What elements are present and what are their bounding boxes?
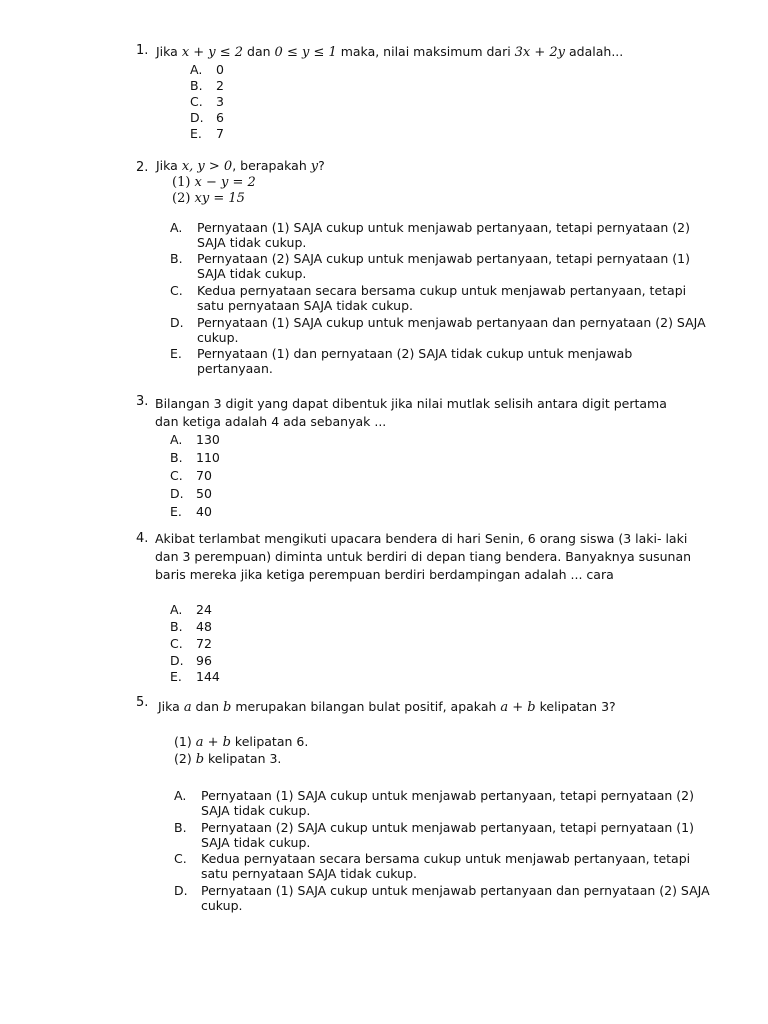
q5-option-d[interactable] (174, 883, 714, 913)
option-text: Pernyataan (1) SAJA cukup untuk menjawab pertanyaan dan pernyataan (2) SAJA cukup. (201, 883, 710, 913)
q1-option-c[interactable] (190, 94, 224, 109)
statement-text: kelipatan 3. (204, 751, 282, 766)
option-letter: A. (174, 788, 187, 803)
option-text: 0 (216, 62, 224, 77)
option-text: Pernyataan (2) SAJA cukup untuk menjawab pertanyaan, tetapi pernyataan (1) SAJA tidak cukup. (197, 251, 690, 281)
question-5-text (158, 699, 616, 715)
option-letter: E. (170, 504, 182, 519)
q5-text-part: merupakan bilangan bulat positif, apakah (231, 699, 501, 714)
q4-option-c[interactable] (170, 636, 212, 651)
q4-option-b[interactable] (170, 619, 212, 634)
q2-option-c[interactable] (170, 283, 710, 313)
option-text: 130 (196, 432, 220, 447)
option-letter: C. (170, 468, 183, 483)
option-text: 3 (216, 94, 224, 109)
q2-text-part: Jika (156, 158, 182, 173)
option-text: Kedua pernyataan secara bersama cukup untuk menjawab pertanyaan, tetapi satu pernyataan SAJA tidak cukup. (197, 283, 687, 313)
option-letter: B. (170, 619, 183, 634)
option-letter: B. (190, 78, 203, 93)
q5-math-expr: b (223, 700, 232, 715)
q3-option-d[interactable] (170, 486, 212, 501)
question-3-line-2: dan ketiga adalah 4 ada sebanyak ... (155, 414, 387, 429)
question-4-line-3: baris mereka jika ketiga perempuan berdiri berdampingan adalah ... cara (155, 567, 614, 582)
q2-option-a[interactable] (170, 220, 710, 250)
statement-expr: xy = 15 (194, 191, 245, 206)
q2-math-expr: y (310, 159, 319, 174)
option-text: Pernyataan (1) dan pernyataan (2) SAJA tidak cukup untuk menjawab pertanyaan. (197, 346, 633, 376)
option-letter: D. (170, 315, 184, 330)
question-4-number: 4. (136, 531, 149, 546)
q2-option-b[interactable] (170, 251, 710, 281)
option-letter: C. (170, 636, 183, 651)
option-letter: E. (170, 346, 182, 361)
q2-statement-2 (172, 190, 245, 206)
option-letter: C. (174, 851, 187, 866)
statement-expr: a + b (195, 735, 231, 750)
option-text: 7 (216, 126, 224, 141)
question-4-line-1: Akibat terlambat mengikuti upacara bendera di hari Senin, 6 orang siswa (3 laki- laki (155, 531, 688, 546)
q1-option-b[interactable] (190, 78, 224, 93)
q5-option-a[interactable] (174, 788, 714, 818)
question-3-number: 3. (136, 394, 149, 409)
q2-option-e[interactable] (170, 346, 710, 376)
option-letter: C. (190, 94, 203, 109)
option-text: 70 (196, 468, 212, 483)
q3-option-c[interactable] (170, 468, 212, 483)
statement-label: (2) (174, 751, 196, 766)
statement-expr: x − y = 2 (194, 175, 256, 190)
q1-math-expr: 3x + 2y (514, 45, 566, 60)
option-letter: A. (190, 62, 203, 77)
q1-option-d[interactable] (190, 110, 224, 125)
q5-math-expr: a (183, 700, 192, 715)
q2-text-part: , berapakah (232, 158, 311, 173)
option-text: 96 (196, 653, 212, 668)
q3-option-e[interactable] (170, 504, 212, 519)
q2-statement-1 (172, 174, 256, 190)
question-5-number: 5. (136, 695, 149, 710)
option-letter: D. (170, 653, 184, 668)
statement-label: (1) (172, 175, 195, 190)
option-text: 6 (216, 110, 224, 125)
q5-text-part: kelipatan 3? (535, 699, 616, 714)
option-letter: B. (170, 251, 183, 266)
option-text: 110 (196, 450, 220, 465)
statement-text: kelipatan 6. (230, 734, 309, 749)
option-letter: D. (170, 486, 184, 501)
q4-option-d[interactable] (170, 653, 212, 668)
q4-option-e[interactable] (170, 669, 220, 684)
q2-math-expr: x, y > 0 (181, 159, 233, 174)
q3-option-a[interactable] (170, 432, 220, 447)
q1-math-expr: 0 ≤ y ≤ 1 (274, 45, 337, 60)
question-2-text (156, 158, 325, 174)
q5-option-c[interactable] (174, 851, 714, 881)
option-text: Pernyataan (1) SAJA cukup untuk menjawab pertanyaan dan pernyataan (2) SAJA cukup. (197, 315, 706, 345)
option-letter: A. (170, 602, 183, 617)
option-text: Pernyataan (1) SAJA cukup untuk menjawab pertanyaan, tetapi pernyataan (2) SAJA tidak cukup. (201, 788, 694, 818)
option-letter: E. (190, 126, 202, 141)
statement-expr: b (195, 752, 205, 767)
option-letter: B. (174, 820, 187, 835)
q5-text-part: Jika (158, 699, 184, 714)
q4-option-a[interactable] (170, 602, 212, 617)
q2-option-d[interactable] (170, 315, 710, 345)
option-text: 2 (216, 78, 224, 93)
statement-label: (2) (172, 191, 195, 206)
option-text: 72 (196, 636, 212, 651)
option-text: Kedua pernyataan secara bersama cukup untuk menjawab pertanyaan, tetapi satu pernyataan SAJA tidak cukup. (201, 851, 691, 881)
question-3-line-1: Bilangan 3 digit yang dapat dibentuk jika nilai mutlak selisih antara digit pertama (155, 396, 667, 411)
question-1-number: 1. (136, 43, 149, 58)
option-letter: E. (170, 669, 182, 684)
q5-statement-2 (174, 751, 281, 767)
q2-text-part: ? (318, 158, 325, 173)
question-4-line-2: dan 3 perempuan) diminta untuk berdiri di depan tiang bendera. Banyaknya susunan (155, 549, 692, 564)
option-letter: D. (174, 883, 188, 898)
option-text: 144 (196, 669, 220, 684)
q1-text-part: maka, nilai maksimum dari (336, 44, 515, 59)
q1-text-part: dan (243, 44, 275, 59)
option-text: 50 (196, 486, 212, 501)
q1-text-part: adalah... (565, 44, 624, 59)
question-2-number: 2. (136, 160, 149, 175)
q1-text-part: Jika (156, 44, 182, 59)
q5-statement-1 (174, 734, 308, 750)
q5-math-expr: a + b (500, 700, 536, 715)
q5-text-part: dan (191, 699, 224, 714)
option-text: 40 (196, 504, 212, 519)
option-text: Pernyataan (2) SAJA cukup untuk menjawab pertanyaan, tetapi pernyataan (1) SAJA tidak cukup. (201, 820, 694, 850)
q1-option-e[interactable] (190, 126, 224, 141)
statement-label: (1) (174, 734, 196, 749)
q1-math-expr: x + y ≤ 2 (181, 45, 244, 60)
q3-option-b[interactable] (170, 450, 220, 465)
option-text: Pernyataan (1) SAJA cukup untuk menjawab pertanyaan, tetapi pernyataan (2) SAJA tidak cukup. (197, 220, 690, 250)
option-letter: C. (170, 283, 183, 298)
q1-option-a[interactable] (190, 62, 224, 77)
option-text: 24 (196, 602, 212, 617)
option-letter: B. (170, 450, 183, 465)
q5-option-b[interactable] (174, 820, 714, 850)
question-1-text (156, 44, 623, 60)
option-letter: D. (190, 110, 204, 125)
option-text: 48 (196, 619, 212, 634)
option-letter: A. (170, 432, 183, 447)
option-letter: A. (170, 220, 183, 235)
